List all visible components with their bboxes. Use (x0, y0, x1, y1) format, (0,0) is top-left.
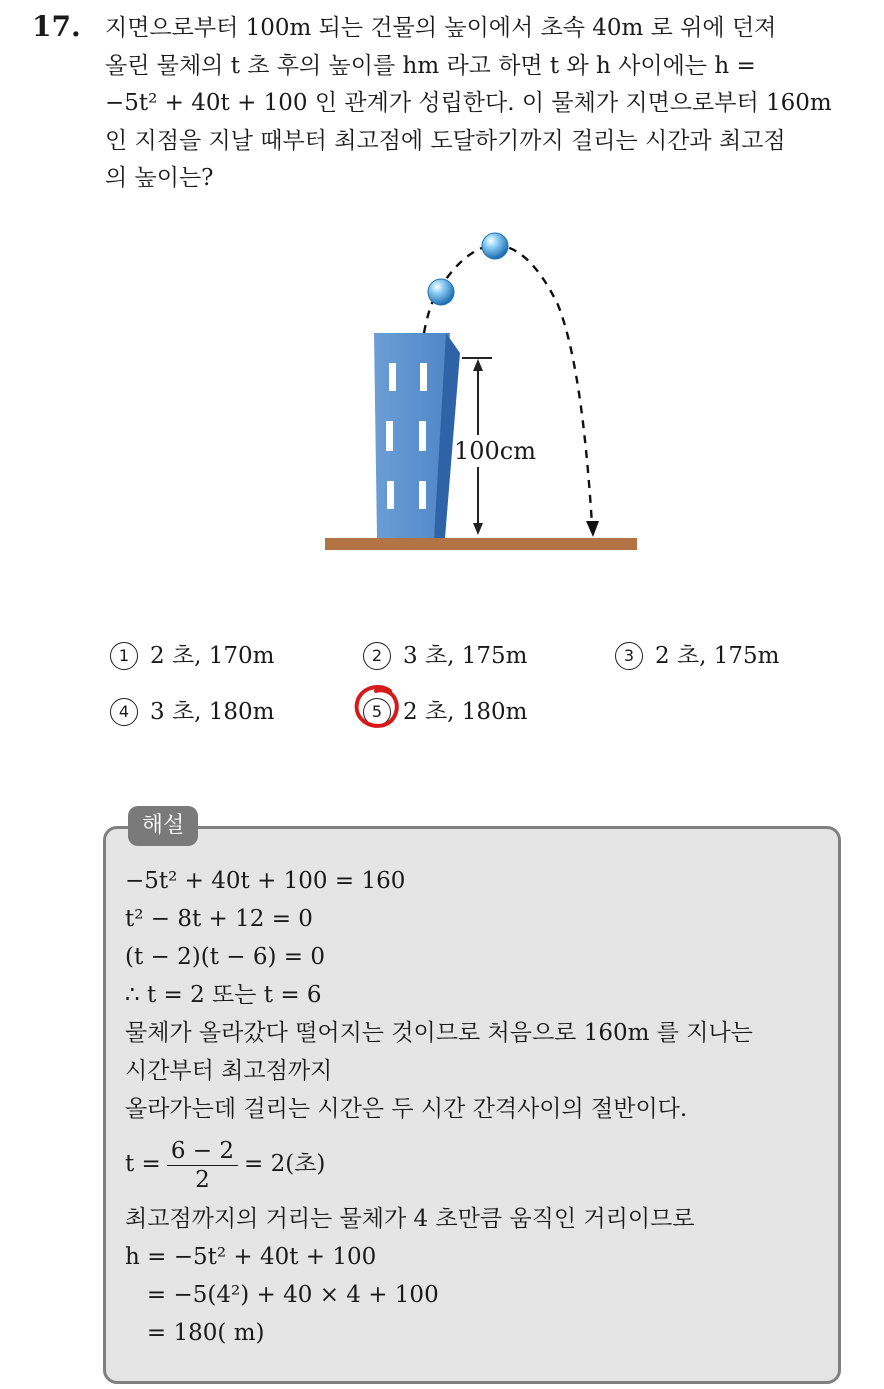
question-line: 올린 물체의 t 초 후의 높이를 hm 라고 하면 t 와 h 사이에는 h = (105, 52, 756, 79)
ground (325, 538, 637, 550)
fraction-denominator: 2 (195, 1166, 210, 1193)
solution-line: h = −5t² + 40t + 100 (125, 1244, 377, 1270)
choice-number: 4 (110, 698, 138, 726)
choice-2[interactable] (363, 637, 528, 670)
window-icon (419, 421, 426, 451)
choice-number: 3 (615, 642, 643, 670)
choice-text: 2 초, 170m (150, 643, 275, 669)
solution-line: 최고점까지의 거리는 물체가 4 초만큼 움직인 거리이므로 (125, 1206, 695, 1232)
solution-tag: 해설 (128, 806, 198, 846)
fraction-rhs: = 2(초) (244, 1151, 326, 1177)
answer-mark-icon (352, 683, 404, 731)
window-icon (387, 481, 394, 509)
question-line: 지면으로부터 100m 되는 건물의 높이에서 초속 40m 로 위에 던져 (105, 15, 777, 41)
solution-line: = −5(4²) + 40 × 4 + 100 (125, 1282, 439, 1308)
solution-line: = 180( m) (125, 1320, 265, 1346)
choice-text: 3 초, 180m (150, 699, 275, 725)
question-text (105, 10, 860, 198)
choice-number: 1 (110, 642, 138, 670)
solution-line: ∴ t = 2 또는 t = 6 (125, 982, 322, 1008)
window-icon (420, 363, 427, 391)
ball-icon (428, 279, 454, 305)
window-icon (419, 481, 426, 509)
window-icon (386, 421, 393, 451)
height-label: 100cm (454, 437, 537, 465)
choice-number: 5 (363, 698, 391, 726)
solution-line: 올라가는데 걸리는 시간은 두 시간 간격사이의 절반이다. (125, 1096, 688, 1122)
solution-line: 시간부터 최고점까지 (125, 1058, 333, 1084)
arrow-down-icon (586, 521, 599, 537)
choice-3[interactable] (615, 637, 780, 670)
solution-line: −5t² + 40t + 100 = 160 (125, 868, 406, 894)
fraction-lhs: t = (125, 1151, 161, 1177)
choice-text: 2 초, 180m (403, 699, 528, 725)
solution-line: 물체가 올라갔다 떨어지는 것이므로 처음으로 160m 를 지나는 (125, 1020, 753, 1046)
question-line: −5t² + 40t + 100 인 관계가 성립한다. 이 물체가 지면으로부터 160m (105, 90, 832, 116)
fraction (167, 1137, 238, 1194)
question-line: 의 높이는? (105, 165, 214, 191)
solution-line: t² − 8t + 12 = 0 (125, 906, 313, 932)
figure-svg (320, 225, 650, 560)
solution-fraction-line (125, 1128, 753, 1200)
choice-number: 2 (363, 642, 391, 670)
ball-icon (482, 233, 508, 259)
fraction-numerator: 6 − 2 (167, 1137, 238, 1166)
question-number: 17. (32, 10, 81, 43)
choice-1[interactable] (110, 637, 275, 670)
building-figure (320, 225, 650, 560)
window-icon (389, 363, 396, 391)
choice-text: 3 초, 175m (403, 643, 528, 669)
solution-line: (t − 2)(t − 6) = 0 (125, 944, 325, 970)
solution-text (125, 862, 753, 1352)
choice-4[interactable] (110, 693, 275, 726)
arrow-down-icon (473, 523, 483, 535)
question-line: 인 지점을 지날 때부터 최고점에 도달하기까지 걸리는 시간과 최고점 (105, 127, 786, 154)
choice-text: 2 초, 175m (655, 643, 780, 669)
arrow-up-icon (473, 359, 483, 371)
